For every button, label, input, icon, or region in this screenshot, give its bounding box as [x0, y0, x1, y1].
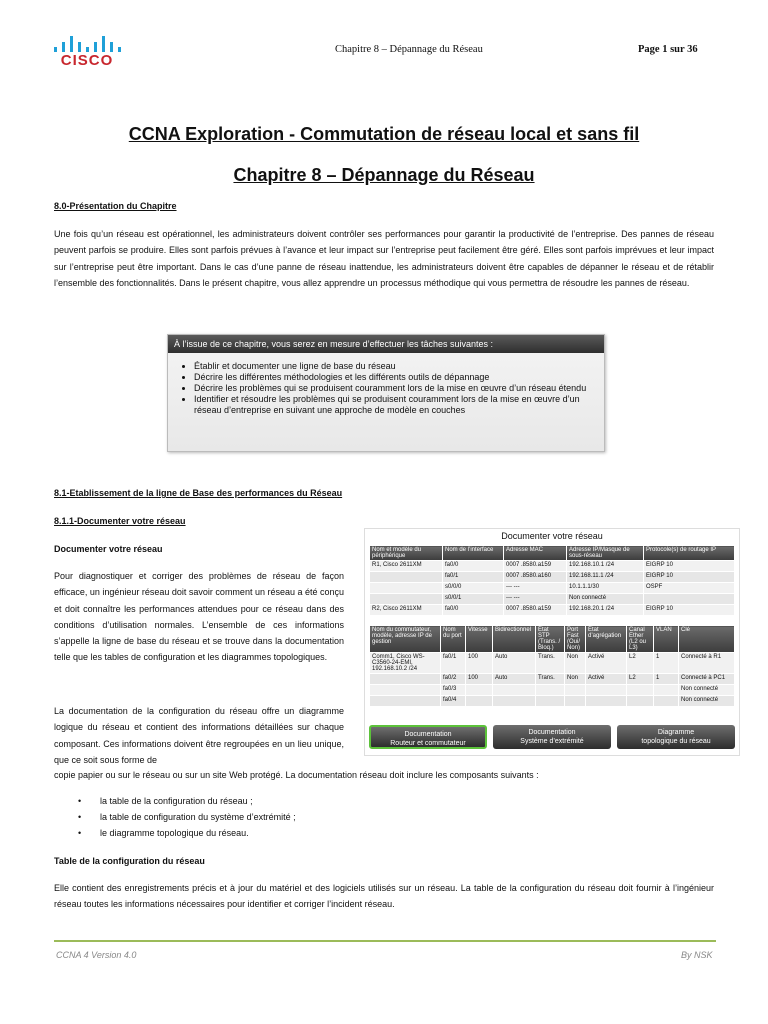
documenter-paragraph-1: Pour diagnostiquer et corriger des problèmes de réseau de façon efficace, un ingénieur réseau doit savoir comment un réseau a été conçu et doit connaître les performances attendues pour ce réseau dans des conditions d’utilisation normales. L’ensemble de ces informations s’appelle la ligne de base du réseau et se trouve dans la documentation telle que les tables de configuration et les diagrammes topologiques. — [54, 571, 345, 663]
table-cell — [493, 696, 536, 707]
table-cell: Auto — [493, 653, 536, 674]
figure-title: Documenter votre réseau — [501, 531, 603, 541]
documenter-paragraph-2a: La documentation de la configuration du réseau offre un diagramme logique du réseau et contient des informations détaillées sur chaque composant. Ces informations doivent être regroupées en un lieu unique, que ce soit sous forme de — [54, 706, 344, 765]
table-cell: Activé — [586, 674, 627, 685]
table-cell: --- --- — [504, 583, 567, 594]
table-cell: EIGRP 10 — [644, 605, 735, 616]
table-cell — [466, 685, 493, 696]
table-cell: OSPF — [644, 583, 735, 594]
table-cell — [370, 572, 443, 583]
table-cell: 0007 .8580.a160 — [504, 572, 567, 583]
footer-divider — [54, 940, 716, 942]
table-cell — [370, 685, 441, 696]
table-cell: 1 — [654, 653, 679, 674]
table-header: Port Fast (Oui/ Non) — [565, 626, 586, 653]
table-row — [370, 561, 735, 572]
objective-item: • Décrire les problèmes qui se produisent couramment lors de la mise en œuvre d’un réseau étendu — [194, 383, 604, 394]
table-cell: 0007 .8580.a159 — [504, 605, 567, 616]
section-heading-8-0: 8.0-Présentation du Chapitre — [54, 201, 177, 211]
table-row — [370, 605, 735, 616]
table-row — [370, 572, 735, 583]
table-cell — [536, 685, 565, 696]
table-cell: fa0/2 — [441, 674, 466, 685]
button-line-1: Diagramme — [657, 729, 695, 736]
list-item: • la table de la configuration du réseau ; — [78, 796, 253, 806]
table-cell: s0/0/1 — [443, 594, 504, 605]
list-item: • la table de configuration du système d’extrémité ; — [78, 812, 296, 822]
router-config-table — [369, 545, 735, 616]
table-cell: 100 — [466, 674, 493, 685]
table-cell — [370, 594, 443, 605]
button-line-2: topologique du réseau — [641, 738, 711, 745]
table-cell — [644, 594, 735, 605]
button-line-2: Système d’extrémité — [520, 738, 584, 745]
table-header: Nom de l’interface — [443, 546, 504, 561]
table-header: Adresse IP/Masque de sous-réseau — [567, 546, 644, 561]
table-cell: fa0/0 — [443, 605, 504, 616]
table-cell: Non connecté — [567, 594, 644, 605]
table-cell — [586, 685, 627, 696]
objective-item: • Identifier et résoudre les problèmes qui se produisent couramment lors de la mise en œuvre d’un réseau d’entreprise en suivant une approche de modèle en couches — [194, 394, 604, 416]
table-cell: fa0/1 — [443, 572, 504, 583]
end-system-documentation-button[interactable] — [493, 725, 611, 749]
table-row — [370, 583, 735, 594]
table-cell: Non — [565, 653, 586, 674]
table-cell: L2 — [627, 653, 654, 674]
table-cell: Non connecté — [679, 696, 735, 707]
cisco-logo — [52, 34, 122, 70]
documenter-paragraph-2b: copie papier ou sur le réseau ou sur un site Web protégé. La documentation réseau doit inclure les composants suivants : — [54, 770, 539, 780]
objective-item: • Décrire les différentes méthodologies et les différents outils de dépannage — [194, 372, 604, 383]
table-header: Adresse MAC — [504, 546, 567, 561]
documentation-figure — [364, 528, 740, 756]
table-cell — [565, 685, 586, 696]
table-cell: EIGRP 10 — [644, 561, 735, 572]
table-cell: 192.168.20.1 /24 — [567, 605, 644, 616]
table-header: Nom du commutateur, modèle, adresse IP de gestion — [370, 626, 441, 653]
footer-version: CCNA 4 Version 4.0 — [56, 950, 137, 960]
table-cell — [654, 696, 679, 707]
table-cell: L2 — [627, 674, 654, 685]
objective-item: • Établir et documenter une ligne de base du réseau — [194, 361, 604, 372]
objectives-list — [168, 361, 604, 416]
table-cell: s0/0/0 — [443, 583, 504, 594]
topology-diagram-button[interactable] — [617, 725, 735, 749]
subheading-documenter: Documenter votre réseau — [54, 544, 163, 554]
table-header: Protocole(s) de routage IP — [644, 546, 735, 561]
table-cell: fa0/4 — [441, 696, 466, 707]
table-cell: R1, Cisco 2611XM — [370, 561, 443, 572]
table-cell: Connecté à PC1 — [679, 674, 735, 685]
cisco-logo-text: CISCO — [60, 52, 114, 69]
table-header: Nom du port — [441, 626, 466, 653]
table-cell — [370, 674, 441, 685]
table-row — [370, 696, 735, 707]
table-header: État d’agrégation — [586, 626, 627, 653]
table-cell: fa0/3 — [441, 685, 466, 696]
table-cell: fa0/0 — [443, 561, 504, 572]
table-cell — [586, 696, 627, 707]
table-cell: 100 — [466, 653, 493, 674]
table-cell: 192.168.10.1 /24 — [567, 561, 644, 572]
table-cell — [370, 583, 443, 594]
objectives-box — [167, 334, 605, 452]
table-cell — [536, 696, 565, 707]
list-item-text: la table de la configuration du réseau ; — [100, 796, 253, 806]
table-row — [370, 653, 735, 674]
table-cell: Trans. — [536, 653, 565, 674]
table-cell — [627, 696, 654, 707]
subheading-table-config: Table de la configuration du réseau — [54, 856, 205, 866]
cisco-logo-bars-icon — [52, 34, 122, 52]
list-item-text: la table de configuration du système d’extrémité ; — [100, 812, 296, 822]
table-cell: 10.1.1.1/30 — [567, 583, 644, 594]
table-cell: 0007 .8580.a159 — [504, 561, 567, 572]
table-cell: 192.168.11.1 /24 — [567, 572, 644, 583]
list-item: • le diagramme topologique du réseau. — [78, 828, 249, 838]
table-cell: Non — [565, 674, 586, 685]
header-chapter: Chapitre 8 – Dépannage du Réseau — [335, 44, 483, 55]
table-cell: Auto — [493, 674, 536, 685]
table-header: Vitesse — [466, 626, 493, 653]
button-line-2: Routeur et commutateur — [390, 740, 466, 747]
section-heading-8-1: 8.1-Etablissement de la ligne de Base des performances du Réseau — [54, 488, 343, 498]
table-cell: R2, Cisco 2611XM — [370, 605, 443, 616]
footer-author: By NSK — [681, 950, 713, 960]
table-cell: EIGRP 10 — [644, 572, 735, 583]
objectives-heading: À l’issue de ce chapitre, vous serez en mesure d’effectuer les tâches suivantes : — [168, 335, 604, 353]
table-cell: Connecté à R1 — [679, 653, 735, 674]
table-header: Nom et modèle du périphérique — [370, 546, 443, 561]
table-cell: Comm1, Cisco WS-C3560-24-EMI, 192.168.10.2 /24 — [370, 653, 441, 674]
chapter-title: Chapitre 8 – Dépannage du Réseau — [233, 165, 535, 185]
table-cell — [466, 696, 493, 707]
table-cell — [654, 685, 679, 696]
table-config-paragraph: Elle contient des enregistrements précis et à jour du matériel et des logiciels utilisés sur un réseau. La table de la configuration du réseau doit fournir à l’ingénieur réseau toutes les informations nécessaires pour identifier et corriger l’incident réseau. — [54, 883, 714, 910]
table-cell: --- --- — [504, 594, 567, 605]
table-row — [370, 674, 735, 685]
table-header: Clé — [679, 626, 735, 653]
table-cell — [565, 696, 586, 707]
list-item-text: le diagramme topologique du réseau. — [100, 828, 249, 838]
document-title: CCNA Exploration - Commutation de réseau local et sans fil — [128, 124, 640, 144]
intro-paragraph: Une fois qu’un réseau est opérationnel, les administrateurs doivent contrôler ses performances pour garantir la productivité de l’entreprise. Des pannes de réseau peuvent parfois se produire. Elles sont parfois prévues à l’avance et leur impact sur l’entreprise peut facilement être géré. Elles sont parfois imprévues et leur impact sur l’entreprise peut être important. Dans le cas d’une panne de réseau inattendue, les administrateurs doivent être capables de dépanner le réseau et de rétablir l’ensemble des fonctionnalités. Dans le présent chapitre, vous allez apprendre un processus méthodique qui vous permettra de résoudre les pannes de réseau. — [54, 229, 714, 288]
table-header: État STP (Trans. / Bloq.) — [536, 626, 565, 653]
header-page-number: Page 1 sur 36 — [638, 44, 698, 55]
table-row — [370, 594, 735, 605]
table-cell: Activé — [586, 653, 627, 674]
table-cell: Trans. — [536, 674, 565, 685]
table-cell — [627, 685, 654, 696]
section-heading-8-1-1: 8.1.1-Documenter votre réseau — [54, 516, 186, 526]
table-cell: 1 — [654, 674, 679, 685]
table-cell: Non connecté — [679, 685, 735, 696]
button-line-1: Documentation — [528, 729, 576, 736]
router-switch-documentation-button[interactable] — [369, 725, 487, 749]
table-header: VLAN — [654, 626, 679, 653]
table-cell — [493, 685, 536, 696]
switch-config-table — [369, 625, 735, 707]
button-line-1: Documentation — [404, 731, 452, 738]
table-row — [370, 685, 735, 696]
table-cell: fa0/1 — [441, 653, 466, 674]
table-header: Bidirectionnel — [493, 626, 536, 653]
table-header: Canal Ether (L2 ou L3) — [627, 626, 654, 653]
table-cell — [370, 696, 441, 707]
